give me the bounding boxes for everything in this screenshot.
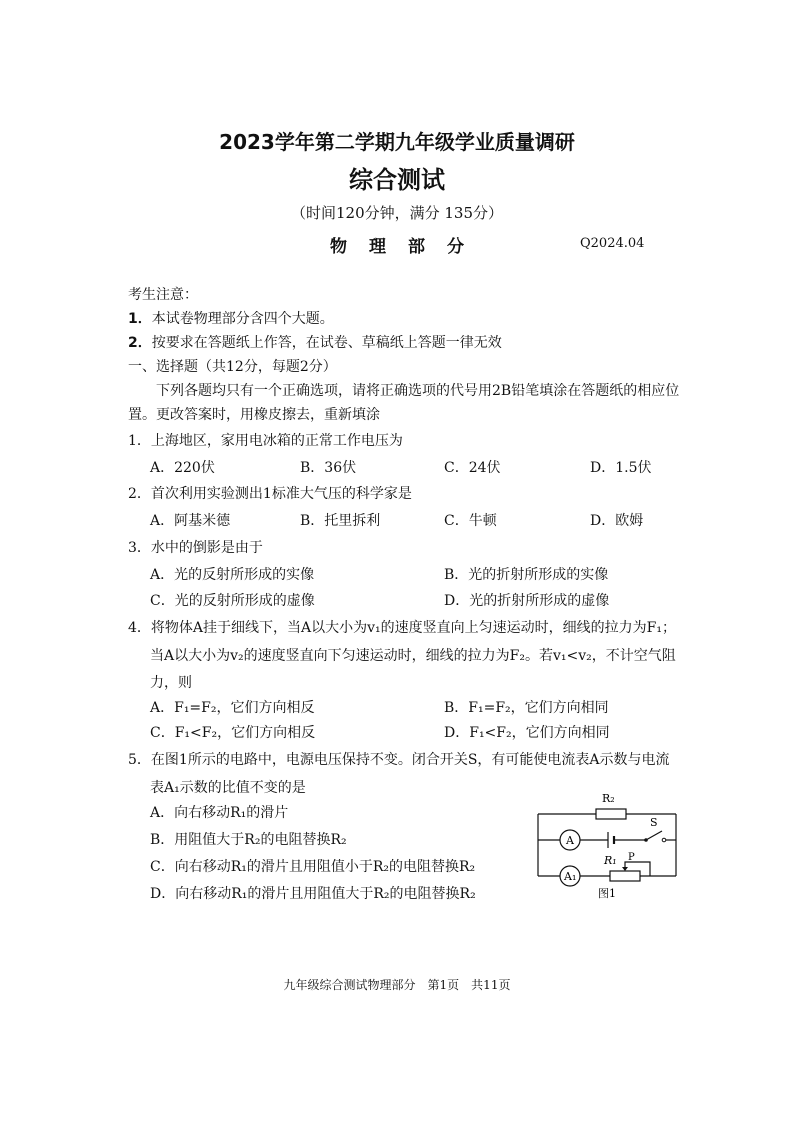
a1-label: A₁: [564, 870, 577, 883]
q1-option-a: A．220伏: [150, 460, 215, 476]
q2-option-a: A．阿基米德: [150, 513, 231, 529]
section-title: 物理部分: [330, 237, 486, 257]
slider-wire: [625, 862, 650, 876]
figure-caption: 图1: [598, 887, 616, 900]
q1-option-c: C．24伏: [444, 460, 501, 476]
q1-option-d: D．1.5伏: [590, 460, 652, 476]
r2-resistor: [596, 809, 626, 819]
exam-code: Q2024.04: [580, 236, 645, 251]
q3-stem: 3．水中的倒影是由于: [128, 540, 263, 556]
part1-instruction-line1: 下列各题均只有一个正确选项，请将正确选项的代号用2B铅笔填涂在答题纸的相应位: [156, 383, 680, 399]
switch-contact: [662, 838, 666, 842]
notice-item-1: [128, 308, 334, 328]
exam-subtitle: 综合测试: [349, 166, 445, 194]
q5-stem-line1: 5．在图1所示的电路中，电源电压保持不变。闭合开关S，有可能使电流表A示数与电流: [128, 752, 670, 768]
part1-instruction-line2: 置。更改答案时，用橡皮擦去，重新填涂: [128, 407, 380, 423]
circuit-diagram: [528, 784, 698, 904]
q4-stem-line1: 4．将物体A挂于细线下，当A以大小为v₁的速度竖直向上匀速运动时，细线的拉力为F₁；: [128, 620, 676, 636]
switch-s: [646, 831, 662, 840]
q5-option-d: D．向右移动R₁的滑片且用阻值大于R₂的电阻替换R₂: [150, 886, 476, 902]
notice-item-2-number: 2．: [128, 335, 152, 351]
q2-option-d: D．欧姆: [590, 513, 644, 529]
q4-option-d: D．F₁<F₂，它们方向相同: [444, 725, 610, 741]
q3-option-c: C．光的反射所形成的虚像: [150, 593, 315, 609]
notice-item-1-number: 1．: [128, 311, 152, 327]
notice-item-2: [128, 332, 502, 352]
q2-option-c: C．牛顿: [444, 513, 497, 529]
q2-stem: 2．首次利用实验测出1标准大气压的科学家是: [128, 486, 412, 502]
notice-item-2-text: 按要求在答题纸上作答，在试卷、草稿纸上答题一律无效: [151, 335, 502, 351]
a-label: A: [566, 834, 574, 847]
q3-option-d: D．光的折射所形成的虚像: [444, 593, 610, 609]
q1-option-b: B．36伏: [300, 460, 357, 476]
q1-stem: 1．上海地区，家用电冰箱的正常工作电压为: [128, 433, 403, 449]
r2-label: R₂: [602, 792, 615, 805]
q3-option-a: A．光的反射所形成的实像: [150, 567, 315, 583]
q2-option-b: B．托里拆利: [300, 513, 381, 529]
r1-rheostat: [610, 871, 640, 881]
notice-heading: 考生注意：: [128, 287, 198, 303]
q5-option-b: B．用阻值大于R₂的电阻替换R₂: [150, 832, 347, 848]
page-footer: 九年级综合测试物理部分 第1页 共11页: [283, 978, 511, 992]
q5-option-c: C．向右移动R₁的滑片且用阻值小于R₂的电阻替换R₂: [150, 859, 476, 875]
notice-item-1-text: 本试卷物理部分含四个大题。: [151, 311, 334, 327]
q3-option-b: B．光的折射所形成的实像: [444, 567, 609, 583]
q4-option-c: C．F₁<F₂，它们方向相反: [150, 725, 316, 741]
s-label: S: [650, 816, 658, 829]
q4-stem-line3: 力，则: [150, 675, 192, 691]
q4-stem-line2: 当A以大小为v₂的速度竖直向下匀速运动时，细线的拉力为F₂。若v₁<v₂，不计空气阻: [150, 648, 676, 664]
p-label: P: [628, 852, 635, 863]
r1-label: R₁: [604, 854, 617, 867]
switch-pivot: [644, 838, 648, 842]
q4-option-a: A．F₁=F₂，它们方向相反: [150, 700, 315, 716]
exam-title: 2023学年第二学期九年级学业质量调研: [219, 130, 575, 154]
q5-stem-line2: 表A₁示数的比值不变的是: [150, 780, 306, 796]
part1-heading: 一、选择题（共12分，每题2分）: [128, 359, 337, 375]
q5-option-a: A．向右移动R₁的滑片: [150, 805, 289, 821]
time-info: （时间120分钟，满分 135分）: [290, 204, 504, 222]
q4-option-b: B．F₁=F₂，它们方向相同: [444, 700, 609, 716]
